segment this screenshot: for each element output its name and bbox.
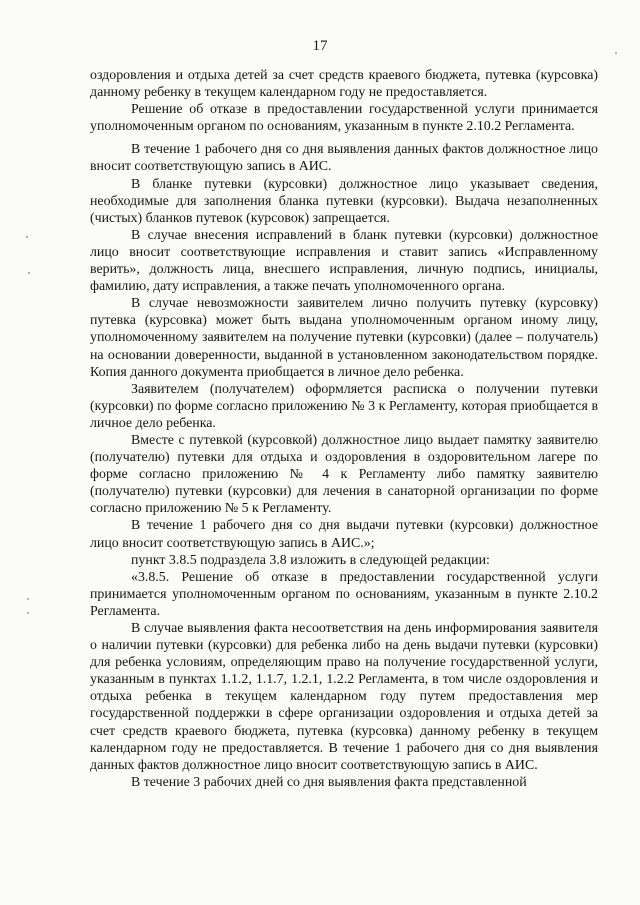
paragraph: В течение 1 рабочего дня со дня выдачи путевки (курсовки) должностное лицо вносит соответствующую запись в АИС.»; [90,518,598,551]
paragraph: Заявителем (получателем) оформляется расписка о получении путевки (курсовки) по форме согласно приложению № 3 к Регламенту, которая приобщается в личное дело ребенка. [90,381,598,431]
scan-speck [28,272,30,274]
paragraph: В течение 1 рабочего дня со дня выявления данных фактов должностное лицо вносит соответствующую запись в АИС. [90,142,598,175]
paragraph-truncated: В течение 3 рабочих дней со дня выявления факта представленной [131,774,527,790]
paragraph: «3.8.5. Решение об отказе в предоставлении государственной услуги принимается уполномоченным органом по основаниям, указанным в пункте 2.10.2 Регламента. [90,569,598,619]
paragraph: Вместе с путевкой (курсовкой) должностное лицо выдает памятку заявителю (получателю) путевки для отдыха и оздоровления в оздоровительном лагере по форме согласно приложению № 4 к Регламенту либо памятку заявителю (получателю) путевки (курсовки) для лечения в санаторной организации по форме согласно приложению № 5 к Регламенту. [90,432,598,517]
scan-speck [615,52,617,54]
paragraph: Решение об отказе в предоставлении государственной услуги принимается уполномоченным органом по основаниям, указанным в пункте 2.10.2 Регламента. [90,102,598,135]
paragraph-continuation: оздоровления и отдыха детей за счет средств краевого бюджета, путевка (курсовка) данному ребенку в текущем календарном году не предоставляется. [90,68,598,101]
document-body [90,67,598,791]
paragraph: В случае внесения исправлений в бланк путевки (курсовки) должностное лицо вносит соответствующие исправления и ставит запись «Исправленному верить», должность лица, внесшего исправления, личную подпись, инициалы, фамилию, дату исправления, а также печать уполномоченного органа. [90,227,598,295]
paragraph: В случае невозможности заявителем лично получить путевку (курсовку) путевка (курсовка) может быть выдана уполномоченным органом иному лицу, уполномоченному заявителем на получение путевки (курсовки) (далее – получатель) на основании доверенности, выданной в установленном законодательством порядке. Копия данного документа приобщается в личное дело ребенка. [90,296,598,380]
paragraph: пункт 3.8.5 подраздела 3.8 изложить в следующей редакции: [131,552,490,568]
paragraph: В случае выявления факта несоответствия на день информирования заявителя о наличии путевки (курсовки) для ребенка либо на день выдачи путевки (курсовки) для ребенка условиям, определяющим право на получение государственной услуги, указанным в пунктах 1.1.2, 1.1.7, 1.2.1, 1.2.2 Регламента, в том числе оздоровления и отдыха ребенка в текущем календарном году путем предоставления мер государственной поддержки в сфере организации оздоровления и отдыха детей за счет средств краевого бюджета, путевка (курсовка) данному ребенку в текущем календарном году не предоставляется. В течение 1 рабочего дня со дня выявления данных фактов должностное лицо вносит соответствующую запись в АИС. [90,621,598,773]
scan-speck [27,612,29,614]
scan-speck [27,598,29,600]
page-number: 17 [312,38,328,54]
paragraph: В бланке путевки (курсовки) должностное лицо указывает сведения, необходимые для заполнения бланка путевки (курсовки). Выдача незаполненных (чистых) бланков путевок (курсовок) запрещается. [90,176,598,226]
scan-speck [26,236,28,238]
